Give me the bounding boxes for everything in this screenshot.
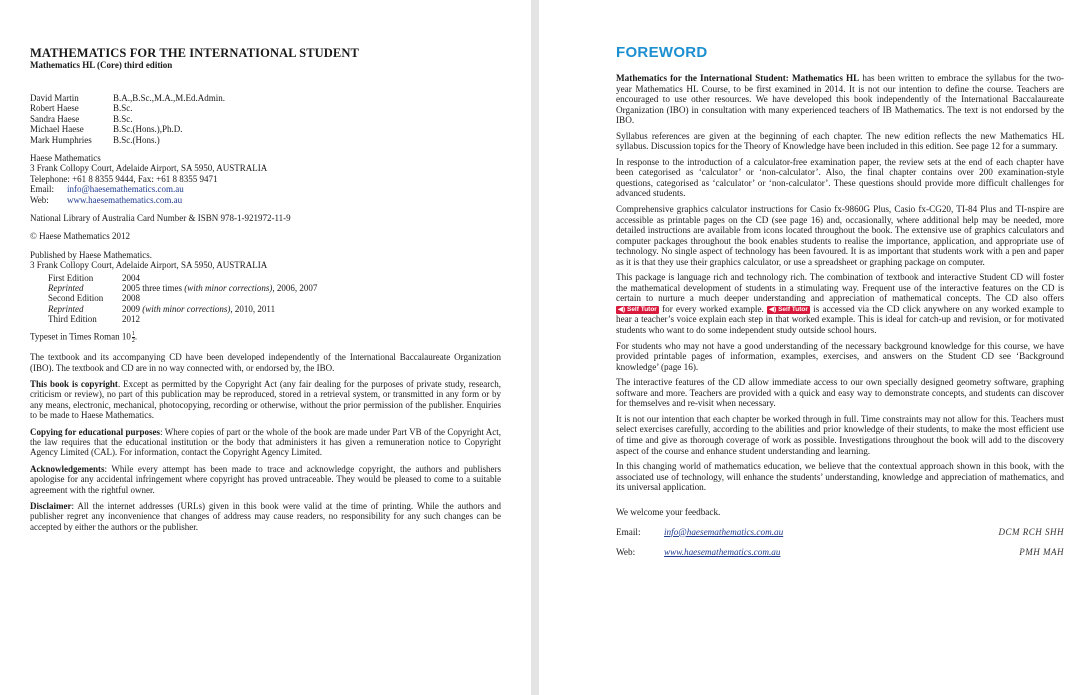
author-name: Robert Haese [30, 103, 79, 114]
self-tutor-icon: ◀) Self Tutor [618, 305, 657, 313]
copyright-line: © Haese Mathematics 2012 [30, 231, 131, 242]
feedback-line [616, 507, 1064, 518]
foreword-book-name: Mathematics for the International Student: Mathematics HL [616, 73, 860, 83]
fraction-denominator: 2 [131, 338, 135, 345]
email-label: Email: [616, 526, 641, 537]
book-title: MATHEMATICS FOR THE INTERNATIONAL STUDENT [30, 46, 359, 60]
edition-label: First Edition [48, 272, 94, 283]
author-name: Sandra Haese [30, 113, 80, 124]
edition-value [122, 283, 317, 293]
typeset-line: Typeset in Times Roman 10 $\frac{1}{2}$ . [30, 331, 138, 345]
right-page [539, 0, 1080, 695]
foreword-title: FOREWORD [616, 44, 708, 61]
web-label: Web: [616, 546, 636, 557]
edition-label: Reprinted [48, 303, 84, 314]
edition-label: Third Edition [48, 313, 97, 324]
edition-note: (with minor corrections) [184, 282, 273, 293]
typeset-text: Typeset in Times Roman 10 [30, 331, 131, 342]
edition-years: 2005 three times [122, 282, 185, 293]
foreword-text: is accessed via the CD click anywhere on any worked example to hear a teacher’s voice explain each step in that worked example. This is ideal for catch-up and revision, or for motivated students who want to do some independent study outside school hours. [616, 303, 1065, 336]
foreword-paragraph: For students who may not have a good understanding of the necessary background knowledge for this course, we have provided printable pages of information, examples, exercises, and answers on the Student CD see ‘Background knowledge’ (page 16). [616, 340, 1064, 372]
publisher-web-line [30, 195, 501, 205]
feedback-block [616, 507, 1064, 558]
foreword-text: This package is language rich and technology rich. The combination of textbook and interactive Student CD will foster the mathematical development of students in a stimulating way. Frequent use of the interactive features on the CD is certain to nurture a much deeper understanding and appreciation of mathematical concepts. The CD also offers [616, 272, 1064, 304]
edition-row [48, 273, 317, 283]
isbn-line: National Library of Australia Card Number & ISBN 978-1-921972-11-9 [30, 213, 291, 224]
published-address: 3 Frank Collopy Court, Adelaide Airport, SA 5950, AUSTRALIA [30, 260, 268, 271]
page-gutter [531, 0, 539, 695]
feedback-web-link[interactable]: www.haesemathematics.com.au [664, 546, 781, 557]
author-row [30, 124, 225, 134]
edition-row [48, 293, 317, 303]
edition-value [122, 304, 317, 314]
left-page [0, 0, 531, 695]
publisher-phone: Telephone: +61 8 8355 9444, Fax: +61 8 8355 9471 [30, 173, 218, 184]
self-tutor-icon: ◀) Self Tutor [769, 305, 808, 313]
published-by: Published by Haese Mathematics. [30, 249, 152, 260]
textbook-note: The textbook and its accompanying CD have been developed independently of the International Baccalaureate Organization (IBO). The textbook and CD are in no way connected with, or endorsed by, the IBO. [30, 352, 501, 373]
disclaimer-paragraph [30, 501, 501, 532]
acknowledgements-paragraph [30, 464, 501, 495]
edition-row [48, 314, 317, 324]
edition-value: 2012 [122, 313, 140, 324]
publisher-address: 3 Frank Collopy Court, Adelaide Airport, SA 5950, AUSTRALIA [30, 163, 268, 174]
publisher-email-link[interactable]: info@haesemathematics.com.au [67, 184, 184, 195]
author-initials: PMH MAH [1019, 546, 1064, 557]
foreword-text: has been written to embrace the syllabus for the two-year Mathematics HL Course, to be first examined in 2014. It is not our intention to define the course. Teachers are encouraged to use other resources. We have developed this book independently of the International Baccalaureate Organization (IBO) in consultation with many experienced teachers of IB Mathematics. The text is not endorsed by the IBO. [616, 73, 1064, 126]
author-row [30, 135, 225, 145]
author-list [30, 93, 225, 145]
book-subtitle: Mathematics HL (Core) third edition [30, 60, 173, 70]
edition-years-tail: , 2006, 2007 [272, 282, 318, 293]
author-name: Michael Haese [30, 124, 84, 135]
foreword-paragraph: It is not our intention that each chapter be worked through in full. Time constraints may not allow for this. Teachers must select exercises carefully, according to the abilities and prior knowledge of their students, to make the most efficient use of time and give as thorough coverage of work as possible. Investigations throughout the book will add to the discovery aspect of the course and enhance student understanding and learning. [616, 413, 1064, 456]
author-row [30, 103, 225, 113]
copyright-body: . Except as permitted by the Copyright Act (any fair dealing for the purposes of private study, research, criticism or review), no part of this publication may be reproduced, stored in a retrieval system, or transmitted in any form or by any means, electronic, mechanical, photocopying, recording or otherwise, without the prior permission of the publisher. Enquiries to be made to Haese Mathematics. [30, 378, 501, 421]
edition-row [48, 283, 317, 293]
author-qualification: B.Sc. [113, 113, 133, 124]
copying-paragraph [30, 427, 501, 458]
publisher-block [30, 153, 501, 205]
edition-value: 2008 [122, 293, 140, 304]
fraction-numerator: 1 [131, 331, 135, 338]
edition-label: Second Edition [48, 293, 104, 304]
foreword-paragraph: In this changing world of mathematics education, we believe that the contextual approach shown in this book, with the associated use of technology, will enhance the students’ understanding, knowledge and appreciation of mathematics, and its universal application. [616, 461, 1064, 493]
feedback-email-link[interactable]: info@haesemathematics.com.au [664, 526, 784, 537]
foreword-paragraph: In response to the introduction of a calculator-free examination paper, the review sets at the end of each chapter have been categorised as ‘calculator’ or ‘non-calculator’. Also, the final chapter contains over 200 examination-style questions, categorised as ‘calculator’ or ‘non-calculator’. These questions should provide more difficult challenges for advanced students. [616, 156, 1064, 199]
self-tutor-label: Self Tutor [626, 305, 657, 313]
foreword-paragraph [616, 73, 1064, 126]
publisher-email-line [30, 184, 501, 194]
foreword-paragraph: The interactive features of the CD allow immediate access to our own specially designed geometry software, graphing software and more. Teachers are provided with a quick and easy way to demonstrate concepts, and students can discover for themselves and re-visit when necessary. [616, 377, 1064, 409]
disclaimer-body: : All the internet addresses (URLs) given in this book were valid at the time of printing. While the authors and publisher regret any inconvenience that changes of address may cause readers, no responsibility for any such changes can be accepted by either the authors or the publisher. [30, 501, 501, 532]
copyright-paragraph [30, 379, 501, 421]
publisher-name: Haese Mathematics [30, 153, 101, 164]
author-row [30, 93, 225, 103]
self-tutor-label: Self Tutor [778, 305, 808, 313]
author-name: Mark Humphries [30, 134, 92, 145]
acknowledgements-heading: Acknowledgements [30, 463, 105, 474]
author-initials: DCM RCH SHH [998, 526, 1064, 537]
edition-note: (with minor corrections) [142, 303, 231, 314]
author-row [30, 114, 225, 124]
typeset-fraction [132, 331, 135, 344]
author-qualification: B.A.,B.Sc.,M.A.,M.Ed.Admin. [113, 93, 226, 103]
copying-body: : Where copies of part or the whole of the book are made under Part VB of the Copyright Act, the law requires that the educational institution or the body that administers it has given a remuneration notice to Copyright Agency Limited (CAL). For information, contact the Copyright Agency Limited. [30, 426, 501, 458]
foreword-text: for every worked example. [658, 303, 768, 314]
feedback-web-row [616, 547, 1064, 558]
foreword-paragraph [616, 272, 1064, 335]
edition-label: Reprinted [48, 282, 84, 293]
feedback-email-row [616, 527, 1064, 538]
author-qualification: B.Sc.(Hons.),Ph.D. [113, 124, 183, 135]
foreword-paragraph: Syllabus references are given at the beginning of each chapter. The new edition reflects the new Mathematics HL syllabus. Discussion topics for the Theory of Knowledge have been included in this edition. See page 12 for a summary. [616, 130, 1064, 152]
acknowledgements-body: : While every attempt has been made to trace and acknowledge copyright, the authors and publishers apologise for any accidental infringement where copyright has proved untraceable. They would be pleased to come to a suitable agreement with the rightful owner. [30, 463, 501, 495]
author-qualification: B.Sc. [113, 103, 133, 114]
edition-value: 2004 [122, 272, 140, 283]
copyright-heading: This book is copyright [30, 378, 118, 389]
disclaimer-heading: Disclaimer [30, 501, 72, 512]
edition-row [48, 304, 317, 314]
web-label: Web: [30, 194, 49, 205]
email-label: Email: [30, 184, 54, 195]
feedback-text: We welcome your feedback. [616, 506, 721, 517]
foreword-paragraph: Comprehensive graphics calculator instructions for Casio fx-9860G Plus, Casio fx-CG20, TI-84 Plus and TI-nspire are accessible as printable pages on the CD (see page 16) and, occasionally, where additional help may be needed, more detailed instructions are available from icons located throughout the book. The extensive use of graphics calculators and computer packages throughout the book enables students to realise the importance, application, and appropriate use of technology. No single aspect of technology has been favoured. It is as important that students work with a pen and paper as it is that they use their graphics calculator, or use a spreadsheet or graphing package on computer. [616, 204, 1064, 267]
published-by-block [30, 250, 501, 271]
edition-history [48, 273, 317, 324]
copying-heading: Copying for educational purposes [30, 426, 161, 437]
publisher-web-link[interactable]: www.haesemathematics.com.au [67, 194, 183, 205]
edition-years: 2009 [122, 303, 143, 314]
author-name: David Martin [30, 93, 79, 103]
edition-years-tail: , 2010, 2011 [230, 303, 276, 314]
author-qualification: B.Sc.(Hons.) [113, 134, 160, 145]
